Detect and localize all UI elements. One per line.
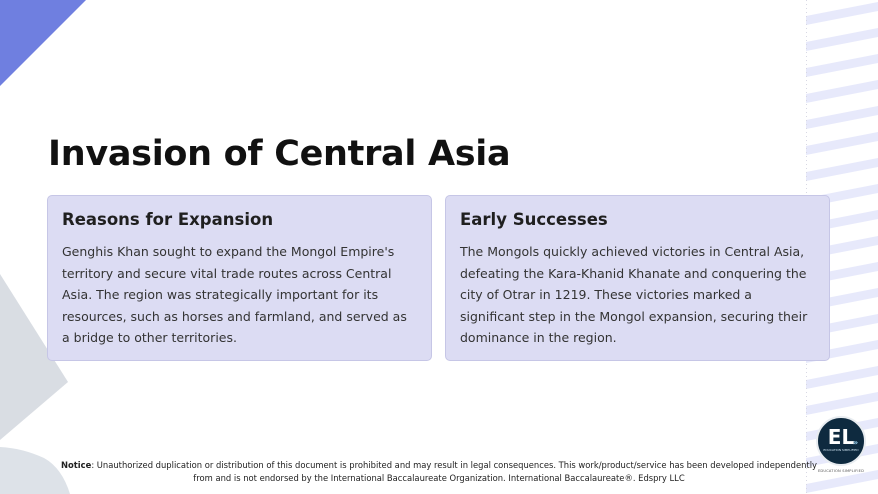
- edspry-logo: [816, 416, 866, 466]
- reasons-card-body: Genghis Khan sought to expand the Mongol Empire's territory and secure vital trade routes across Central Asia. The region was strategically important for its resources, such as horses and farmland, and served as a bridge to other territories.: [62, 244, 407, 345]
- notice-label: Notice: [61, 460, 92, 470]
- slide-title: Invasion of Central Asia: [48, 134, 511, 174]
- logo-caption: EDUCATION SIMPLIFIED: [817, 469, 865, 473]
- logo-mark: EL: [827, 425, 855, 449]
- successes-card: [445, 195, 830, 361]
- successes-card-body: The Mongols quickly achieved victories in Central Asia, defeating the Kara-Khanid Khanate and conquering the city of Otrar in 1219. These victories marked a significant step in the Mongol expansion, securing their dominance in the region.: [460, 244, 808, 345]
- reasons-card: [47, 195, 432, 361]
- footer-notice: [60, 459, 818, 485]
- logo-tagline: EDUCATION SIMPLIFIED: [823, 448, 859, 452]
- double-chevron-right-icon: »: [853, 438, 859, 447]
- corner-triangle-shape: [0, 0, 86, 86]
- successes-card-heading: Early Successes: [460, 210, 608, 229]
- reasons-card-heading: Reasons for Expansion: [62, 210, 274, 229]
- notice-text: : Unauthorized duplication or distribution of this document is prohibited and may result in legal consequences. This work/product/service has been developed independently from and is not endorsed by the International Baccalaureate Organization. International Baccalaureate®. Edspry LLC: [91, 460, 817, 483]
